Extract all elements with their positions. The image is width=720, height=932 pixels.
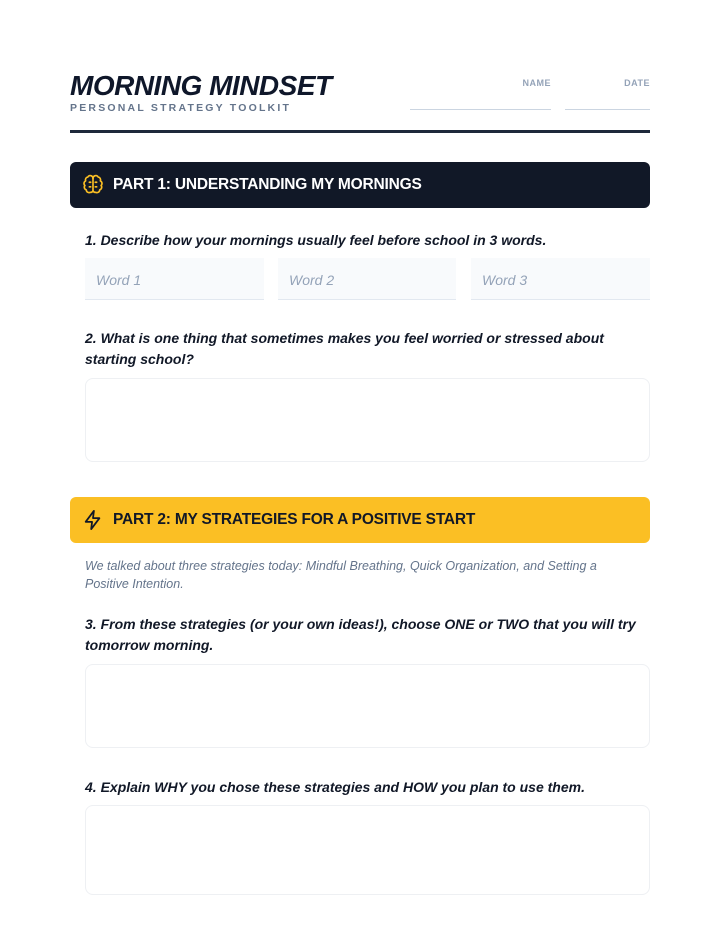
name-field[interactable] (410, 78, 551, 110)
lightning-icon (82, 509, 104, 531)
part1-header (70, 162, 650, 208)
question-3: 3. From these strategies (or your own ideas!), choose ONE or TWO that you will try tomorrow morning. (85, 616, 636, 653)
question-1: 1. Describe how your mornings usually feel before school in 3 words. (85, 232, 547, 248)
answer-2-textarea[interactable] (85, 378, 650, 462)
page-subtitle: PERSONAL STRATEGY TOOLKIT (70, 102, 292, 114)
brain-icon (82, 174, 104, 196)
word-1-input[interactable]: Word 1 (85, 258, 264, 300)
page-title: MORNING MINDSET (70, 70, 332, 101)
question-4: 4. Explain WHY you chose these strategies and HOW you plan to use them. (85, 779, 585, 795)
word-3-input[interactable]: Word 3 (471, 258, 650, 300)
date-label: DATE (624, 78, 650, 88)
question-2: 2. What is one thing that sometimes makes you feel worried or stressed about starting school? (85, 330, 604, 367)
strategies-note: We talked about three strategies today: Mindful Breathing, Quick Organization, and Setting a Positive Intention. (85, 559, 597, 591)
date-field[interactable] (565, 78, 650, 110)
part2-header (70, 497, 650, 543)
name-label: NAME (522, 78, 551, 88)
header-divider (70, 130, 650, 133)
word-2-input[interactable]: Word 2 (278, 258, 456, 300)
answer-4-textarea[interactable] (85, 805, 650, 895)
header (70, 68, 650, 130)
answer-3-textarea[interactable] (85, 664, 650, 748)
part2-title: PART 2: MY STRATEGIES FOR A POSITIVE START (113, 511, 476, 528)
part1-title: PART 1: UNDERSTANDING MY MORNINGS (113, 176, 422, 193)
